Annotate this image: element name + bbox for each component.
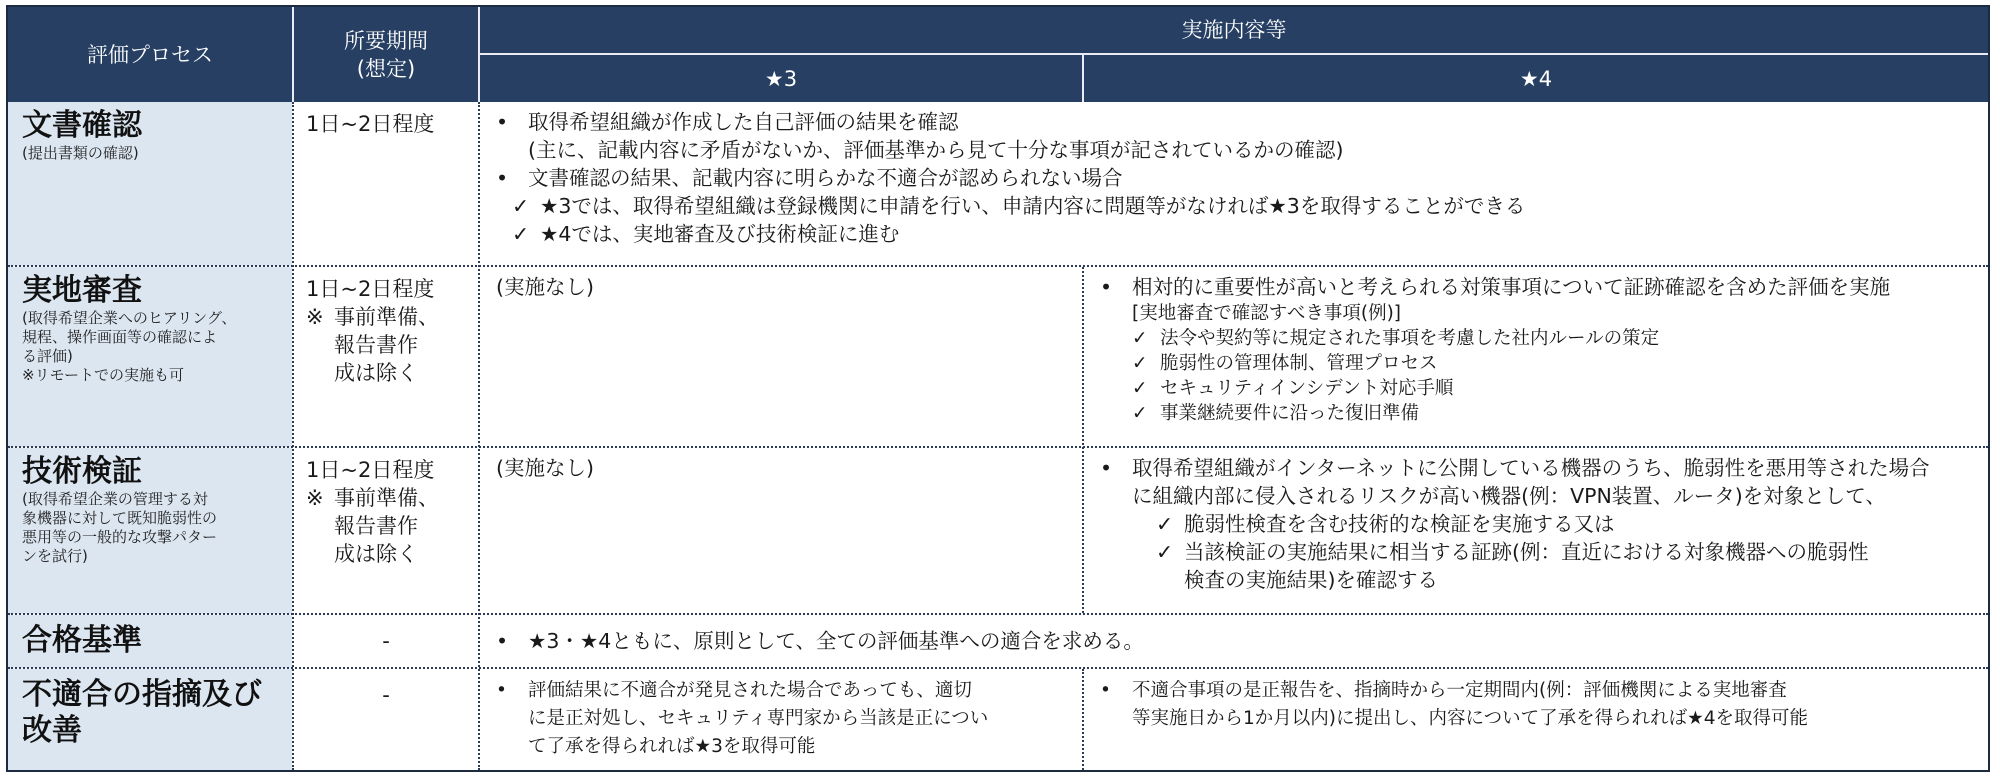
duration-note bbox=[306, 484, 478, 568]
row-pass-criteria-process bbox=[8, 615, 292, 668]
row-onsite-audit-star3 bbox=[480, 267, 1082, 447]
row-technical-verification-star3 bbox=[480, 448, 1082, 614]
row-nonconformity-star3 bbox=[480, 669, 1082, 770]
row-onsite-audit-duration bbox=[294, 267, 478, 447]
bullet-text-line: て了承を得られれば★3を取得可能 bbox=[528, 736, 816, 757]
bullet-text: 文書確認の結果、記載内容に明らかな不適合が認められない場合 bbox=[528, 166, 1123, 190]
note-line: 事前準備、 bbox=[334, 305, 439, 329]
row-subtitle-line: 規程、操作画面等の確認によ bbox=[22, 328, 218, 346]
header-content bbox=[480, 7, 1988, 53]
bullet-item bbox=[496, 677, 1072, 761]
row-divider bbox=[8, 613, 1988, 615]
check-item bbox=[1100, 376, 1978, 401]
duration-text: - bbox=[382, 683, 390, 707]
check-text: ★4では、実地審査及び技術検証に進む bbox=[540, 222, 900, 246]
note-line: 成は除く bbox=[334, 361, 418, 385]
check-text: 脆弱性検査を含む技術的な検証を実施する又は bbox=[1184, 512, 1615, 536]
check-text-continuation: 検査の実施結果)を確認する bbox=[1184, 568, 1438, 592]
bullet-item bbox=[496, 164, 1978, 192]
bullet-icon: • bbox=[1100, 680, 1111, 701]
row-document-review-content bbox=[480, 102, 1988, 266]
bullet-item bbox=[496, 108, 1978, 164]
column-divider bbox=[292, 102, 294, 770]
duration-note bbox=[306, 303, 478, 387]
header-star4-label: ★4 bbox=[1519, 66, 1553, 91]
check-icon: ✓ bbox=[1132, 328, 1148, 349]
note-line: 事前準備、 bbox=[334, 486, 439, 510]
bullet-text-line: 不適合事項の是正報告を、指摘時から一定期間内(例：評価機関による実地審査 bbox=[1132, 680, 1787, 701]
row-title-line: 不適合の指摘及び bbox=[22, 677, 262, 712]
check-item bbox=[1100, 326, 1978, 351]
bullet-text: 取得希望組織が作成した自己評価の結果を確認 bbox=[528, 110, 959, 134]
bullet-icon: • bbox=[496, 680, 507, 701]
check-icon: ✓ bbox=[1156, 512, 1174, 536]
check-text: ★3では、取得希望組織は登録機関に申請を行い、申請内容に問題等がなければ★3を取得することができる bbox=[540, 194, 1526, 218]
row-nonconformity-process bbox=[8, 669, 292, 770]
header-divider bbox=[480, 53, 1988, 55]
note-mark: ※ bbox=[306, 486, 324, 510]
row-title: 実地審査 bbox=[22, 273, 142, 308]
check-item bbox=[496, 192, 1978, 220]
header-divider bbox=[1082, 55, 1084, 102]
bullet-icon: • bbox=[1100, 456, 1113, 480]
row-subtitle-line: ンを試行) bbox=[22, 547, 88, 565]
row-technical-verification-process bbox=[8, 448, 292, 614]
bracket-label: [実地審査で確認すべき事項(例)] bbox=[1132, 303, 1402, 324]
header-duration-line2: (想定) bbox=[356, 56, 416, 81]
header-star3-label: ★3 bbox=[764, 66, 798, 91]
check-item bbox=[1100, 510, 1978, 538]
check-item bbox=[1100, 401, 1978, 426]
header-star3 bbox=[480, 55, 1082, 102]
note-line: 報告書作 bbox=[334, 514, 418, 538]
row-subtitle-line: 象機器に対して既知脆弱性の bbox=[22, 509, 218, 527]
bullet-continuation: (主に、記載内容に矛盾がないか、評価基準から見て十分な事項が記されているかの確認) bbox=[528, 138, 1344, 162]
duration-text: - bbox=[382, 629, 390, 653]
check-icon: ✓ bbox=[1132, 353, 1148, 374]
bullet-item bbox=[1100, 454, 1978, 482]
row-technical-verification-star4 bbox=[1084, 448, 1988, 614]
note-mark: ※ bbox=[306, 305, 324, 329]
duration-text: 1日~2日程度 bbox=[306, 277, 435, 301]
bullet-item bbox=[496, 627, 1978, 655]
row-subtitle-line: る評価) bbox=[22, 347, 73, 365]
bullet-icon: • bbox=[496, 629, 509, 653]
row-divider bbox=[8, 446, 1988, 448]
not-applicable-text: (実施なし) bbox=[496, 275, 594, 299]
note-line: 成は除く bbox=[334, 542, 418, 566]
row-nonconformity-star4 bbox=[1084, 669, 1988, 770]
header-duration bbox=[294, 7, 478, 102]
bullet-icon: • bbox=[496, 110, 509, 134]
row-subtitle-line: (取得希望企業の管理する対 bbox=[22, 490, 208, 508]
row-title: 技術検証 bbox=[22, 454, 142, 489]
row-document-review-process bbox=[8, 102, 292, 266]
row-onsite-audit-star4 bbox=[1084, 267, 1988, 447]
bullet-text-line: 評価結果に不適合が発見された場合であっても、適切 bbox=[528, 680, 972, 701]
check-icon: ✓ bbox=[1156, 540, 1174, 564]
bullet-text-line: に是正対処し、セキュリティ専門家から当該是正につい bbox=[528, 708, 989, 729]
bullet-text: 取得希望組織がインターネットに公開している機器のうち、脆弱性を悪用等された場合 bbox=[1132, 456, 1930, 480]
header-duration-line1: 所要期間 bbox=[344, 28, 428, 53]
row-document-review-duration bbox=[294, 102, 478, 266]
row-subtitle-line: 悪用等の一般的な攻撃パター bbox=[22, 528, 218, 546]
check-item bbox=[1100, 538, 1978, 594]
row-pass-criteria-content bbox=[480, 615, 1988, 668]
bullet-item bbox=[1100, 273, 1978, 301]
check-icon: ✓ bbox=[512, 194, 530, 218]
row-divider bbox=[8, 667, 1988, 669]
check-text: 脆弱性の管理体制、管理プロセス bbox=[1160, 353, 1438, 374]
header-content-label: 実施内容等 bbox=[1181, 18, 1287, 42]
check-icon: ✓ bbox=[1132, 378, 1148, 399]
row-divider bbox=[8, 265, 1988, 267]
check-text: 法令や契約等に規定された事項を考慮した社内ルールの策定 bbox=[1160, 328, 1660, 349]
note-line: 報告書作 bbox=[334, 333, 418, 357]
check-text: 当該検証の実施結果に相当する証跡(例：直近における対象機器への脆弱性 bbox=[1184, 540, 1869, 564]
row-subtitle-line: (取得希望企業へのヒアリング、 bbox=[22, 309, 237, 327]
bullet-continuation: に組織内部に侵入されるリスクが高い機器(例：VPN装置、ルータ)を対象として、 bbox=[1132, 484, 1886, 508]
bullet-icon: • bbox=[496, 166, 509, 190]
check-item bbox=[496, 220, 1978, 248]
duration-text: 1日~2日程度 bbox=[306, 112, 435, 136]
column-divider bbox=[1082, 669, 1084, 770]
row-nonconformity-duration bbox=[294, 669, 478, 770]
row-onsite-audit-process bbox=[8, 267, 292, 447]
bullet-text: 相対的に重要性が高いと考えられる対策事項について証跡確認を含めた評価を実施 bbox=[1132, 275, 1891, 299]
bullet-item bbox=[1100, 677, 1978, 733]
row-technical-verification-duration bbox=[294, 448, 478, 614]
header-divider bbox=[292, 7, 294, 102]
row-title-line: 改善 bbox=[22, 713, 82, 748]
row-subtitle-line: ※リモートでの実施も可 bbox=[22, 366, 184, 384]
row-pass-criteria-duration bbox=[294, 615, 478, 668]
column-divider bbox=[1082, 267, 1084, 613]
row-subtitle: (提出書類の確認) bbox=[22, 144, 139, 162]
bullet-icon: • bbox=[1100, 275, 1113, 299]
duration-text: 1日~2日程度 bbox=[306, 458, 435, 482]
column-divider bbox=[478, 102, 480, 770]
check-icon: ✓ bbox=[512, 222, 530, 246]
bullet-text: ★3・★4ともに、原則として、全ての評価基準への適合を求める。 bbox=[528, 629, 1144, 653]
check-icon: ✓ bbox=[1132, 403, 1148, 424]
check-text: 事業継続要件に沿った復旧準備 bbox=[1160, 403, 1420, 424]
header-process bbox=[8, 7, 292, 102]
header-star4 bbox=[1084, 55, 1988, 102]
header-process-label: 評価プロセス bbox=[87, 42, 213, 67]
row-title: 文書確認 bbox=[22, 108, 142, 143]
check-text: セキュリティインシデント対応手順 bbox=[1160, 378, 1454, 399]
row-title: 合格基準 bbox=[22, 623, 142, 658]
bullet-text-line: 等実施日から1か月以内)に提出し、内容について了承を得られれば★4を取得可能 bbox=[1132, 708, 1808, 729]
not-applicable-text: (実施なし) bbox=[496, 456, 594, 480]
check-item bbox=[1100, 351, 1978, 376]
